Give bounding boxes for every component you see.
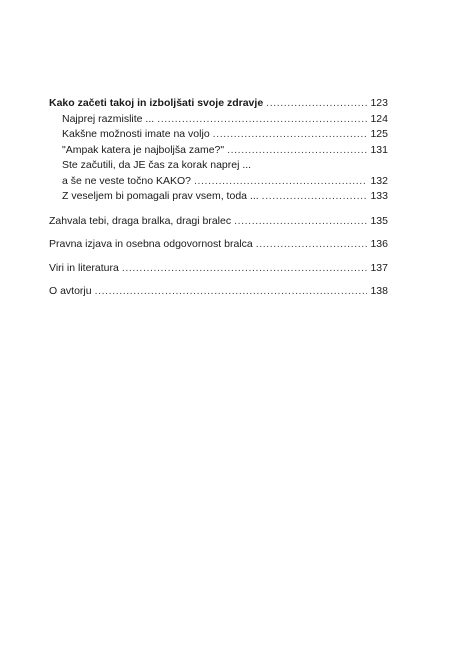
toc-entry-section-line1[interactable] xyxy=(49,158,388,174)
toc-entry-label: Kako začeti takoj in izboljšati svoje zdravje xyxy=(49,97,264,109)
toc-entry-page: 136 xyxy=(370,238,388,250)
toc-entry-label: Zahvala tebi, draga bralka, dragi bralec xyxy=(49,214,232,227)
toc-entry-section[interactable] xyxy=(49,143,388,159)
toc-entry-label: Ste začutili, da JE čas za korak naprej ... xyxy=(62,159,252,171)
toc-entry-page: 133 xyxy=(370,190,388,202)
toc-entry-page: 123 xyxy=(370,97,388,109)
leader-dots xyxy=(213,127,368,143)
toc-entry-page: 135 xyxy=(370,214,388,227)
leader-dots xyxy=(227,143,367,159)
table-of-contents xyxy=(49,96,388,300)
toc-entry-chapter[interactable] xyxy=(49,237,388,253)
leader-dots xyxy=(256,237,368,253)
toc-entry-page: 124 xyxy=(370,112,388,125)
toc-entry-label: "Ampak katera je najboljša zame?" xyxy=(62,143,225,156)
toc-entry-label: Viri in literatura xyxy=(49,261,119,274)
toc-entry-chapter[interactable] xyxy=(49,214,388,230)
toc-entry-chapter[interactable] xyxy=(49,261,388,277)
toc-entry-page: 125 xyxy=(370,128,388,140)
toc-entry-label: O avtorju xyxy=(49,285,92,297)
toc-entry-label: Pravna izjava in osebna odgovornost bralca xyxy=(49,238,253,250)
toc-entry-section[interactable] xyxy=(49,127,388,143)
toc-entry-section-line2[interactable] xyxy=(49,174,388,190)
toc-entry-label: Najprej razmislite ... xyxy=(62,112,155,125)
leader-dots xyxy=(234,214,367,230)
toc-entry-section[interactable] xyxy=(49,189,388,205)
leader-dots xyxy=(157,112,367,128)
toc-entry-section[interactable] xyxy=(49,112,388,128)
toc-entry-page: 132 xyxy=(370,174,388,187)
toc-entry-page: 138 xyxy=(370,285,388,297)
toc-entry-chapter[interactable] xyxy=(49,284,388,300)
leader-dots xyxy=(122,261,368,277)
leader-dots xyxy=(266,96,367,112)
toc-entry-page: 137 xyxy=(370,261,388,274)
toc-entry-label: a še ne veste točno KAKO? xyxy=(62,174,191,187)
leader-dots xyxy=(95,284,368,300)
toc-entry-label: Z veseljem bi pomagali prav vsem, toda ... xyxy=(62,190,259,202)
toc-entry-chapter[interactable] xyxy=(49,96,388,112)
leader-dots xyxy=(194,174,367,190)
toc-entry-page: 131 xyxy=(370,143,388,156)
leader-dots xyxy=(262,189,368,205)
toc-entry-label: Kakšne možnosti imate na voljo xyxy=(62,128,210,140)
